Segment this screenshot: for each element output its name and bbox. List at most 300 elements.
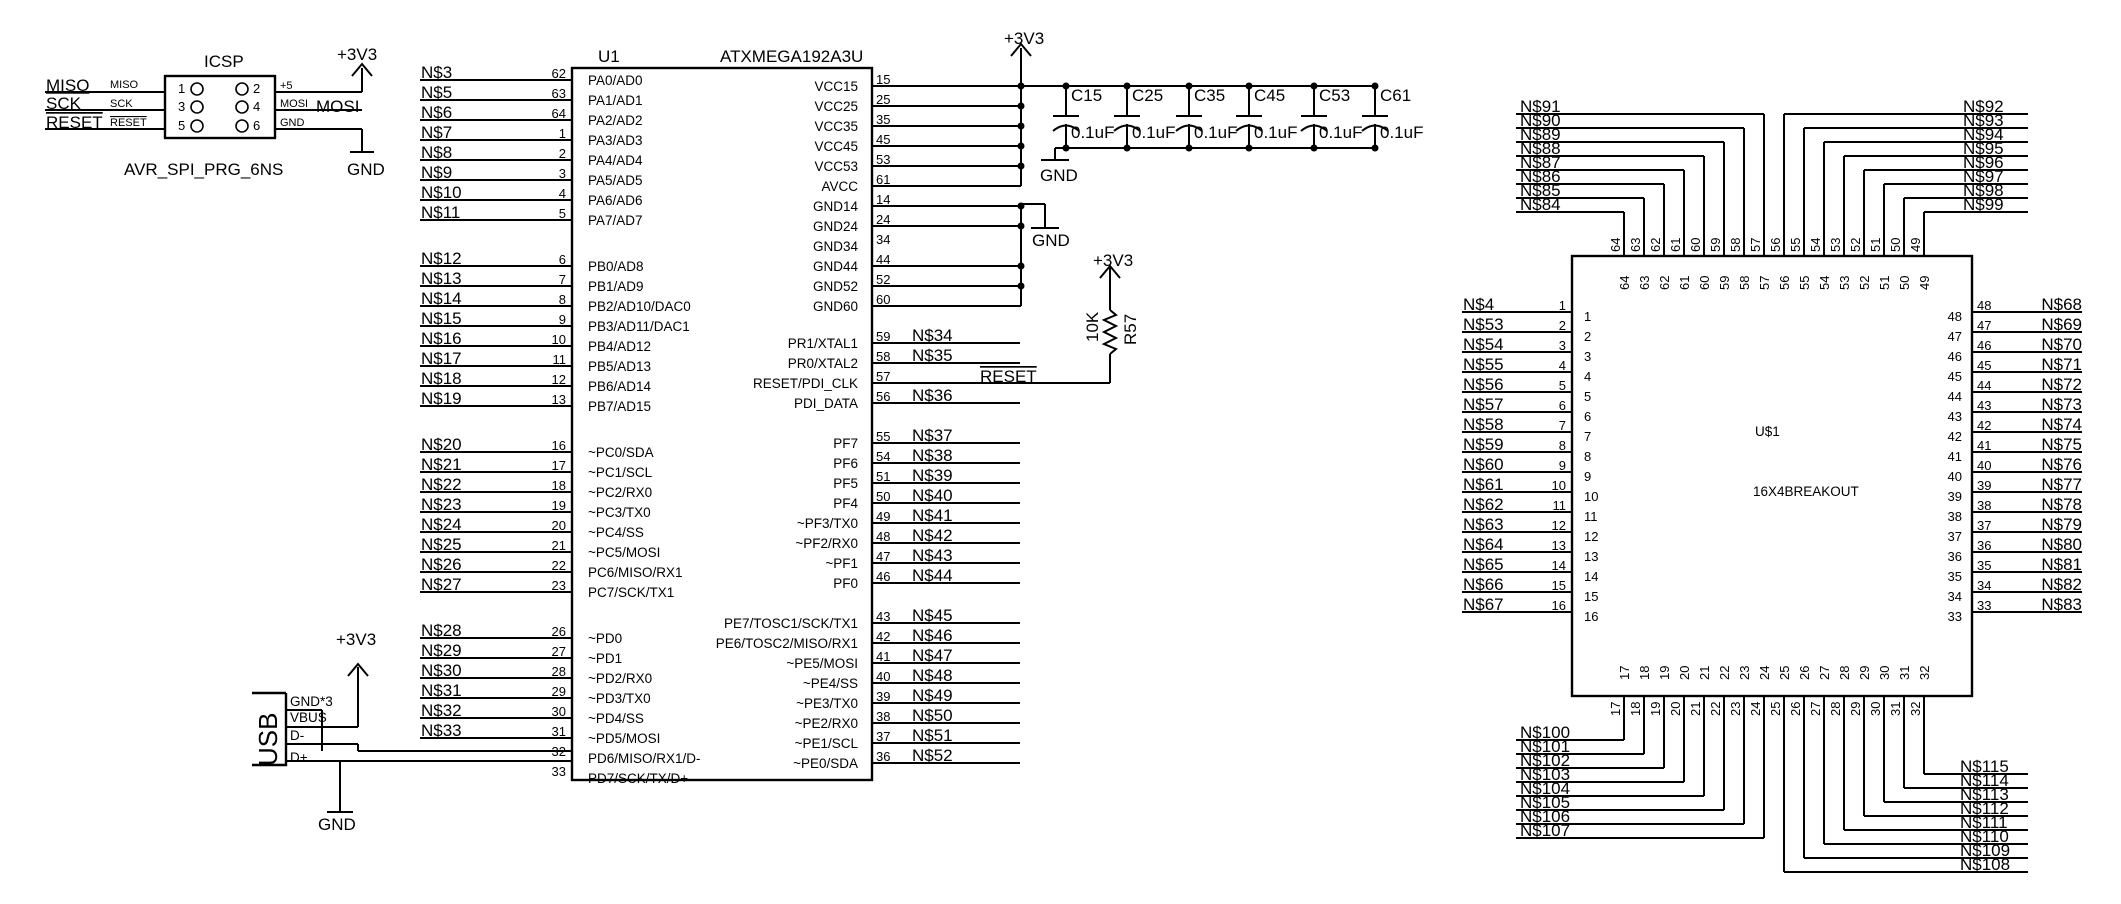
breakout-pin-inner: 32 — [1917, 665, 1932, 680]
capacitor-value: 0.1uF — [1132, 123, 1176, 142]
breakout-pin-inner: 43 — [1947, 409, 1962, 424]
breakout-pin-number: 8 — [1558, 438, 1566, 453]
breakout-pin-number: 22 — [1708, 701, 1723, 716]
breakout-pin-number: 62 — [1648, 237, 1663, 252]
mcu-net-label: RESET — [980, 367, 1037, 386]
breakout-net-label: N$61 — [1463, 475, 1504, 494]
breakout-pin-number: 44 — [1977, 378, 1992, 393]
icsp-pin-num-1: 1 — [178, 81, 186, 96]
breakout-pin-number: 64 — [1608, 237, 1623, 252]
breakout-pin-inner: 2 — [1584, 329, 1592, 344]
mcu-net-label: N$37 — [912, 426, 953, 445]
mcu-power-pin-34 — [813, 232, 890, 254]
mcu-pin-number: 56 — [876, 389, 891, 404]
breakout-net-label: N$92 — [1963, 97, 2004, 116]
mcu-power-pins — [813, 72, 1021, 314]
gnd-caps-label: GND — [1040, 166, 1078, 185]
mcu-pin-number: 15 — [876, 72, 891, 87]
mcu-net-label: N$47 — [912, 646, 953, 665]
mcu-power-pin-35 — [814, 112, 1021, 134]
mcu-net-label: N$33 — [421, 721, 462, 740]
mcu-net-label: N$19 — [421, 389, 462, 408]
mcu-pin-name: PB0/AD8 — [588, 259, 644, 274]
mcu-right-pin-46 — [833, 566, 1020, 591]
breakout-net-label: N$100 — [1520, 723, 1571, 742]
mcu-net-label: N$12 — [421, 249, 462, 268]
mcu-pin-name: ~PE5/MOSI — [786, 656, 858, 671]
breakout-net-label: N$70 — [2041, 335, 2082, 354]
mcu-net-label: N$31 — [421, 681, 462, 700]
mcu-pin-number: 52 — [876, 272, 891, 287]
mcu-pin-name: ~PC5/MOSI — [588, 545, 661, 560]
decoupling-network — [1004, 29, 1423, 306]
mcu-pin-name: VCC15 — [814, 79, 858, 94]
mcu-net-label: N$3 — [421, 63, 453, 82]
mcu-pin-number: 14 — [876, 192, 891, 207]
breakout-pin-number: 12 — [1551, 518, 1566, 533]
mcu-net-label: N$49 — [912, 686, 953, 705]
mcu-pin-number: 47 — [876, 549, 891, 564]
breakout-pin-inner: 58 — [1737, 275, 1752, 290]
supply-top-label: +3V3 — [1004, 29, 1045, 48]
mcu-power-pin-45 — [814, 132, 1021, 154]
mcu-power-pin-53 — [814, 152, 1021, 174]
mcu-pin-number: 40 — [876, 669, 891, 684]
mcu-pin-name: ~PE0/SDA — [793, 756, 858, 771]
breakout-net-label: N$73 — [2041, 395, 2082, 414]
resistor-ref: R57 — [1121, 313, 1140, 345]
breakout-pin-inner: 29 — [1857, 665, 1872, 680]
mcu-pin-number: 50 — [876, 489, 891, 504]
mcu-net-label: N$35 — [912, 346, 953, 365]
mcu-pin-number: 22 — [551, 558, 566, 573]
mcu-net-label: N$41 — [912, 506, 953, 525]
mcu-pin-number: 23 — [551, 578, 566, 593]
breakout-net-label: N$65 — [1463, 555, 1504, 574]
breakout-net-label: N$54 — [1463, 335, 1504, 354]
mcu-pin-name: PR1/XTAL1 — [787, 336, 858, 351]
mcu-net-label: N$51 — [912, 726, 953, 745]
capacitor-value: 0.1uF — [1194, 123, 1238, 142]
mcu-pin-name: ~PD3/TX0 — [588, 691, 651, 706]
breakout-net-label: N$114 — [1960, 771, 2009, 790]
breakout-net-label: N$108 — [1960, 855, 2011, 874]
mcu-pin-name: PF7 — [833, 436, 858, 451]
breakout-net-label: N$71 — [2041, 355, 2082, 374]
breakout-net-label: N$94 — [1963, 125, 2004, 144]
breakout-top-pin-63 — [1516, 181, 1652, 290]
mcu-pin-number: 46 — [876, 569, 891, 584]
mcu-net-label: N$44 — [912, 566, 953, 585]
mcu-net-label: N$8 — [421, 143, 453, 162]
breakout-pin-inner: 12 — [1584, 529, 1599, 544]
breakout-pin-number: 18 — [1628, 701, 1643, 716]
mcu-pin-number: 36 — [876, 749, 891, 764]
mcu-pin-name: GND34 — [812, 239, 858, 254]
breakout-pin-inner: 45 — [1947, 369, 1962, 384]
mcu-pin-number: 62 — [551, 66, 566, 81]
breakout-net-label: N$69 — [2041, 315, 2082, 334]
mcu-pin-name: PA5/AD5 — [588, 173, 643, 188]
breakout-pin-inner: 47 — [1947, 329, 1962, 344]
breakout-pin-number: 41 — [1977, 438, 1992, 453]
breakout-pin-inner: 41 — [1947, 449, 1962, 464]
breakout-net-label: N$78 — [2041, 495, 2082, 514]
mcu-pin-name: PA4/AD4 — [588, 153, 643, 168]
mcu-net-label: N$13 — [421, 269, 462, 288]
mcu-pin-number: 53 — [876, 152, 891, 167]
mcu-net-label: N$23 — [421, 495, 462, 514]
breakout-net-label: N$88 — [1520, 139, 1561, 158]
mcu-net-label: N$21 — [421, 455, 462, 474]
breakout-pin-number: 21 — [1688, 701, 1703, 716]
mcu-pin-number: 38 — [876, 709, 891, 724]
breakout-pin-inner: 49 — [1917, 275, 1932, 290]
mcu-pin-name: ~PE4/SS — [802, 676, 858, 691]
mcu-pin-number: 7 — [558, 272, 566, 287]
mcu-pin-number: 37 — [876, 729, 891, 744]
mcu-pin-name: PR0/XTAL2 — [787, 356, 858, 371]
breakout-pin-number: 43 — [1977, 398, 1992, 413]
mcu-pin-number: 44 — [876, 252, 891, 267]
mcu-pin-number: 34 — [876, 232, 891, 247]
breakout-net-label: N$93 — [1963, 111, 2004, 130]
mcu-net-label: N$29 — [421, 641, 462, 660]
capacitor-value: 0.1uF — [1319, 123, 1363, 142]
breakout-pin-number: 53 — [1828, 237, 1843, 252]
breakout-pin-number: 15 — [1551, 578, 1566, 593]
mcu-net-label: N$26 — [421, 555, 462, 574]
mcu-pin-number: 4 — [558, 186, 566, 201]
mcu-net-label: N$52 — [912, 746, 953, 765]
breakout-net-label: N$85 — [1520, 181, 1561, 200]
breakout-net-label: N$64 — [1463, 535, 1504, 554]
breakout-pin-inner: 34 — [1947, 589, 1962, 604]
mcu-net-label: N$45 — [912, 606, 953, 625]
mcu-pin-number: 24 — [876, 212, 891, 227]
mcu-pin-number: 48 — [876, 529, 891, 544]
mcu-net-label: N$30 — [421, 661, 462, 680]
breakout-pin-inner: 61 — [1677, 275, 1692, 290]
mcu-pin-name: ~PD1 — [588, 651, 623, 666]
breakout-pin-number: 39 — [1977, 478, 1992, 493]
mcu-pin-name: PB4/AD12 — [588, 339, 652, 354]
mcu-pin-name: PF0 — [833, 576, 858, 591]
mcu-power-pin-52 — [813, 272, 1021, 294]
mcu-pin-number: 2 — [558, 146, 566, 161]
mcu-pin-name: VCC35 — [814, 119, 858, 134]
breakout-top-pins — [1516, 97, 2028, 290]
usb-pin-dplus: D+ — [290, 750, 308, 765]
mcu-power-pin-15 — [814, 72, 1021, 94]
breakout-pin-inner: 20 — [1677, 665, 1692, 680]
mcu-pin-number: 58 — [876, 349, 891, 364]
breakout-net-label: N$4 — [1463, 295, 1495, 314]
breakout-pin-number: 3 — [1558, 338, 1566, 353]
usb-pin-dminus: D- — [290, 728, 305, 743]
mcu-left-pin-62 — [420, 63, 643, 88]
mcu-pin-number: 12 — [551, 372, 566, 387]
breakout-pin-inner: 55 — [1797, 275, 1812, 290]
breakout-pin-number: 58 — [1728, 237, 1743, 252]
mcu-pin-name: ~PC0/SDA — [588, 445, 654, 460]
capacitor-bank — [1053, 83, 1423, 152]
mcu-net-label: N$34 — [912, 326, 953, 345]
mcu-pin-number: 11 — [552, 352, 566, 367]
mcu-power-pin-44 — [813, 252, 1021, 274]
breakout-pin-inner: 26 — [1797, 665, 1812, 680]
mcu-pin-name: ~PD5/MOSI — [588, 731, 661, 746]
mcu-pin-number: 17 — [551, 458, 566, 473]
reset-pullup — [1083, 251, 1140, 383]
breakout-pin-number: 48 — [1977, 298, 1992, 313]
breakout-pin-inner: 39 — [1947, 489, 1962, 504]
mcu-pin-name: ~PE1/SCL — [794, 736, 858, 751]
breakout-pin-number: 26 — [1788, 701, 1803, 716]
mcu-net-label: N$27 — [421, 575, 462, 594]
junction-dot — [1018, 83, 1025, 90]
mcu-pin-name: PF4 — [833, 496, 858, 511]
breakout-pin-inner: 63 — [1637, 275, 1652, 290]
breakout-pin-inner: 50 — [1897, 275, 1912, 290]
capacitor-c25 — [1114, 83, 1175, 152]
mcu-pin-number: 30 — [551, 704, 566, 719]
breakout-pin-number: 55 — [1788, 237, 1803, 252]
mcu-net-label: N$50 — [912, 706, 953, 725]
breakout-pin-inner: 57 — [1757, 275, 1772, 290]
breakout-pin-inner: 33 — [1947, 609, 1962, 624]
breakout-pin-number: 11 — [1552, 498, 1566, 513]
breakout-part: 16X4BREAKOUT — [1753, 484, 1859, 499]
mcu-pin-name: PA7/AD7 — [588, 213, 643, 228]
icsp-net-mosi: MOSI — [316, 97, 360, 116]
mcu-net-label: N$43 — [912, 546, 953, 565]
mcu-pin-number: 1 — [558, 126, 566, 141]
breakout-net-label: N$102 — [1520, 751, 1571, 770]
mcu-right-pins — [716, 326, 1110, 771]
breakout-net-label: N$110 — [1960, 827, 2009, 846]
mcu-pin-name: GND60 — [812, 299, 858, 314]
icsp-ref: ICSP — [204, 52, 244, 71]
icsp-pin-name-5: RESET — [110, 117, 147, 129]
mcu-power-pin-61 — [821, 172, 1021, 194]
breakout-net-label: N$109 — [1960, 841, 2011, 860]
usb-connector — [252, 630, 376, 834]
breakout-pin-inner: 36 — [1947, 549, 1962, 564]
mcu-pin-number: 41 — [876, 649, 891, 664]
mcu-pin-number: 63 — [551, 86, 566, 101]
mcu-net-label: N$15 — [421, 309, 462, 328]
breakout-pin-inner: 48 — [1947, 309, 1962, 324]
breakout-net-label: N$86 — [1520, 167, 1561, 186]
mcu-pin-number: 16 — [551, 438, 566, 453]
breakout-net-label: N$99 — [1963, 195, 2004, 214]
mcu-power-pin-14 — [813, 192, 1021, 214]
resistor-value: 10K — [1083, 311, 1102, 342]
mcu-pin-name: PE7/TOSC1/SCK/TX1 — [723, 616, 858, 631]
mcu-net-label: N$46 — [912, 626, 953, 645]
mcu-pin-number: 35 — [876, 112, 891, 127]
mcu-pin-name: GND24 — [812, 219, 858, 234]
breakout-pin-inner: 9 — [1584, 469, 1592, 484]
mcu-pin-number: 5 — [558, 206, 566, 221]
mcu-net-label: N$32 — [421, 701, 462, 720]
mcu-net-label: N$9 — [421, 163, 453, 182]
breakout-pin-number: 46 — [1977, 338, 1992, 353]
breakout-pin-inner: 42 — [1947, 429, 1962, 444]
mcu-pin-number: 6 — [558, 252, 566, 267]
breakout-pin-inner: 31 — [1897, 665, 1912, 680]
mcu-pin-number: 59 — [876, 329, 891, 344]
mcu-u1 — [322, 47, 1110, 786]
capacitor-c35 — [1176, 83, 1237, 152]
mcu-pin-name: AVCC — [821, 179, 858, 194]
mcu-net-label: N$6 — [421, 103, 453, 122]
breakout-u1 — [1462, 97, 2082, 874]
breakout-net-label: N$80 — [2041, 535, 2082, 554]
breakout-net-label: N$79 — [2041, 515, 2082, 534]
junction-dot — [1018, 223, 1025, 230]
breakout-net-label: N$60 — [1463, 455, 1504, 474]
breakout-pin-number: 31 — [1888, 701, 1903, 716]
breakout-pin-number: 33 — [1977, 598, 1992, 613]
breakout-pin-inner: 3 — [1584, 349, 1592, 364]
mcu-pin-name: PA0/AD0 — [588, 73, 643, 88]
mcu-pin-number: 21 — [551, 538, 566, 553]
breakout-net-label: N$83 — [2041, 595, 2082, 614]
breakout-top-pin-51 — [1868, 167, 2028, 290]
breakout-pin-inner: 17 — [1617, 665, 1632, 680]
mcu-ref: U1 — [598, 47, 620, 66]
mcu-pin-number: 25 — [876, 92, 891, 107]
icsp-net-reset: RESET — [46, 113, 103, 132]
breakout-net-label: N$105 — [1520, 793, 1571, 812]
breakout-pin-inner: 53 — [1837, 275, 1852, 290]
breakout-pin-inner: 62 — [1657, 275, 1672, 290]
breakout-pin-inner: 22 — [1717, 665, 1732, 680]
junction-dot — [1018, 123, 1025, 130]
breakout-pin-inner: 15 — [1584, 589, 1599, 604]
breakout-pin-inner: 19 — [1657, 665, 1672, 680]
breakout-pin-number: 14 — [1551, 558, 1566, 573]
mcu-pin-number: 31 — [551, 724, 566, 739]
capacitor-c53 — [1301, 83, 1362, 152]
breakout-pin-number: 59 — [1708, 237, 1723, 252]
mcu-net-label: N$16 — [421, 329, 462, 348]
gnd-mid-label: GND — [1032, 231, 1070, 250]
mcu-net-label: N$22 — [421, 475, 462, 494]
usb-pin-gnd: GND*3 — [290, 694, 333, 709]
breakout-pin-inner: 18 — [1637, 665, 1652, 680]
breakout-pin-number: 19 — [1648, 701, 1663, 716]
breakout-pin-inner: 1 — [1584, 309, 1592, 324]
breakout-pin-inner: 28 — [1837, 665, 1852, 680]
mcu-power-pin-25 — [814, 92, 1021, 114]
icsp-supply-label: +3V3 — [337, 45, 378, 64]
breakout-pin-number: 61 — [1668, 237, 1683, 252]
mcu-net-label: N$39 — [912, 466, 953, 485]
mcu-pin-number: 54 — [876, 449, 891, 464]
mcu-pin-number: 55 — [876, 429, 891, 444]
capacitor-value: 0.1uF — [1071, 123, 1115, 142]
mcu-net-label: N$18 — [421, 369, 462, 388]
breakout-net-label: N$76 — [2041, 455, 2082, 474]
mcu-pin-number: 43 — [876, 609, 891, 624]
mcu-net-label: N$36 — [912, 386, 953, 405]
breakout-pin-number: 30 — [1868, 701, 1883, 716]
breakout-pin-inner: 52 — [1857, 275, 1872, 290]
mcu-pin-number: 42 — [876, 629, 891, 644]
mcu-pin-name: PA6/AD6 — [588, 193, 643, 208]
breakout-top-pin-62 — [1516, 167, 1672, 290]
mcu-pin-name: GND52 — [812, 279, 858, 294]
mcu-net-label: N$14 — [421, 289, 462, 308]
breakout-net-label: N$53 — [1463, 315, 1504, 334]
breakout-pin-inner: 21 — [1697, 665, 1712, 680]
breakout-pin-inner: 5 — [1584, 389, 1592, 404]
supply-usb-label: +3V3 — [336, 630, 377, 649]
mcu-right-pin-49 — [797, 506, 1020, 531]
mcu-right-pin-59 — [788, 326, 1020, 351]
breakout-net-label: N$97 — [1963, 167, 2004, 186]
icsp-ground-label: GND — [347, 160, 385, 179]
mcu-pin-number: 26 — [551, 624, 566, 639]
capacitor-ref: C15 — [1071, 86, 1103, 105]
breakout-top-pin-50 — [1888, 181, 2028, 290]
junction-dot — [1018, 103, 1025, 110]
breakout-right-pin-33 — [1948, 595, 2082, 624]
breakout-pin-number: 27 — [1808, 701, 1823, 716]
capacitor-c45 — [1236, 83, 1297, 152]
mcu-pin-number: 28 — [551, 664, 566, 679]
mcu-pin-number: 51 — [876, 469, 891, 484]
breakout-pin-number: 7 — [1558, 418, 1566, 433]
breakout-pin-number: 60 — [1688, 237, 1703, 252]
breakout-pin-number: 51 — [1868, 237, 1883, 252]
breakout-pin-number: 5 — [1558, 378, 1566, 393]
capacitor-c61 — [1362, 83, 1423, 152]
mcu-net-label: N$38 — [912, 446, 953, 465]
mcu-pin-name: PC7/SCK/TX1 — [588, 585, 675, 600]
mcu-pin-number: 27 — [551, 644, 566, 659]
mcu-pin-name: PF5 — [833, 476, 858, 491]
breakout-pin-number: 45 — [1977, 358, 1992, 373]
mcu-net-label: N$40 — [912, 486, 953, 505]
gnd-usb-label: GND — [318, 815, 356, 834]
mcu-pin-name: ~PD4/SS — [588, 711, 644, 726]
breakout-net-label: N$87 — [1520, 153, 1561, 172]
mcu-pin-number: 57 — [876, 369, 891, 384]
breakout-pin-inner: 14 — [1584, 569, 1599, 584]
capacitor-ref: C25 — [1132, 86, 1164, 105]
mcu-pin-name: ~PF1 — [825, 556, 858, 571]
breakout-net-label: N$111 — [1960, 813, 2008, 832]
breakout-pin-inner: 44 — [1947, 389, 1962, 404]
breakout-pin-number: 17 — [1608, 701, 1623, 716]
breakout-pin-number: 24 — [1748, 701, 1763, 716]
breakout-pin-inner: 54 — [1817, 275, 1832, 290]
breakout-pin-number: 50 — [1888, 237, 1903, 252]
icsp-pin-num-2: 2 — [253, 81, 261, 96]
mcu-pin-name: PB6/AD14 — [588, 379, 652, 394]
mcu-pin-name: PB3/AD11/DAC1 — [588, 319, 690, 334]
supply-reset-label: +3V3 — [1093, 251, 1134, 270]
mcu-pin-number: 61 — [876, 172, 891, 187]
icsp-pin-num-4: 4 — [253, 99, 261, 114]
breakout-pin-number: 38 — [1977, 498, 1992, 513]
breakout-pin-inner: 59 — [1717, 275, 1732, 290]
breakout-pin-inner: 35 — [1947, 569, 1962, 584]
